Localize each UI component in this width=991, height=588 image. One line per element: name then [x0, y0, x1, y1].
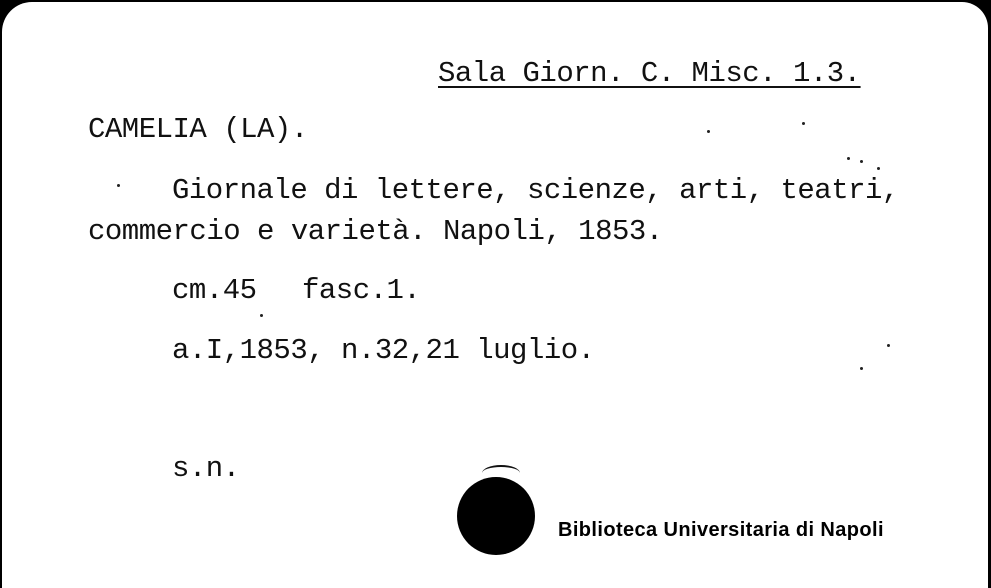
- catalog-card: [2, 2, 988, 588]
- speck: [877, 167, 880, 170]
- speck: [260, 314, 263, 317]
- library-seal-icon: [457, 477, 535, 555]
- speck: [117, 184, 120, 187]
- shelfmark: Sala Giorn. C. Misc. 1.3.: [438, 57, 861, 90]
- holdings-statement: a.I,1853, n.32,21 luglio.: [172, 334, 595, 367]
- speck: [707, 130, 710, 133]
- speck: [860, 160, 863, 163]
- library-stamp-text: Biblioteca Universitaria di Napoli: [558, 519, 884, 541]
- note-sn: s.n.: [172, 452, 240, 485]
- speck: [847, 157, 850, 160]
- description-line-2: commercio e varietà. Napoli, 1853.: [88, 215, 663, 248]
- speck: [887, 344, 890, 347]
- physical-issues: fasc.1.: [302, 274, 421, 307]
- speck: [860, 367, 863, 370]
- description-line-1: Giornale di lettere, scienze, arti, teatri,: [172, 174, 899, 207]
- speck: [802, 122, 805, 125]
- physical-size: cm.45: [172, 274, 257, 307]
- record-title: CAMELIA (LA).: [88, 113, 308, 146]
